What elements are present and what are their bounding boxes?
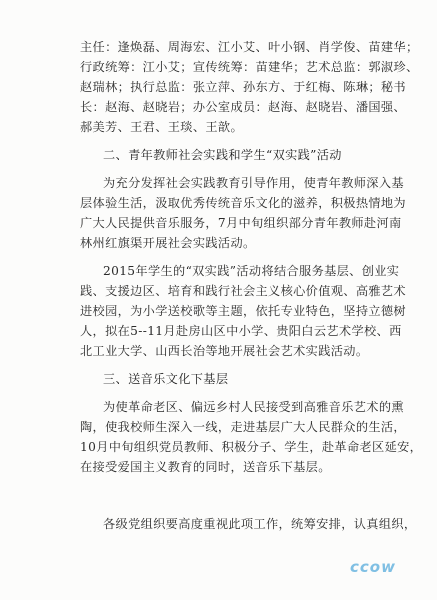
body-line: 赵瑞林；执行总监：张立萍、孙东方、于红梅、陈琳；秘书 <box>80 80 406 94</box>
body-line: 主任：逢焕磊、周海宏、江小艾、叶小钢、肖学俊、苗建华； <box>80 40 419 54</box>
body-line: 长：赵海、赵晓岩；办公室成员：赵海、赵晓岩、潘国强、 <box>80 100 406 114</box>
body-line: 林州红旗渠开展社会实践活动。 <box>80 236 256 250</box>
body-line: 行政统筹：江小艾；宣传统筹：苗建华；艺术总监：郭淑珍、 <box>80 60 419 74</box>
body-line: 2015年学生的“双实践”活动将结合服务基层、创业实 <box>103 264 400 278</box>
section-heading: 三、送音乐文化下基层 <box>103 372 229 386</box>
body-line: 广大人民提供音乐服务，7月中旬组织部分青年教师赴河南 <box>80 216 402 230</box>
watermark-text: ccow <box>350 558 396 576</box>
section-heading: 二、青年教师社会实践和学生“双实践”活动 <box>103 148 342 162</box>
body-line: 陶，使我校师生深入一线，走进基层广大人民群众的生活， <box>80 420 406 434</box>
body-line: 10月中旬组织党员教师、积极分子、学生，赴革命老区延安， <box>80 440 423 454</box>
body-line: 郝美芳、王君、王琰、王歆。 <box>80 120 243 134</box>
body-line: 践、支援边区、培育和践行社会主义核心价值观、高雅艺术 <box>80 284 406 298</box>
body-line: 层体验生活，汲取优秀传统音乐文化的滋养，积极热情地为 <box>80 196 406 210</box>
body-line: 人，拟在5--11月赴房山区中小学、贵阳白云艺术学校、西 <box>80 324 402 338</box>
body-line: 为使革命老区、偏远乡村人民接受到高雅音乐艺术的熏 <box>103 400 404 414</box>
body-line: 北工业大学、山西长治等地开展社会艺术实践活动。 <box>80 344 369 358</box>
body-line: 各级党组织要高度重视此项工作，统筹安排，认真组织， <box>103 517 417 531</box>
watermark-logo <box>350 558 410 586</box>
body-line: 进校园，为小学送校歌等主题，依托专业特色，坚持立德树 <box>80 304 406 318</box>
body-line: 为充分发挥社会实践教育引导作用，使青年教师深入基 <box>103 176 404 190</box>
body-line: 在接受爱国主义教育的同时，送音乐下基层。 <box>80 460 331 474</box>
